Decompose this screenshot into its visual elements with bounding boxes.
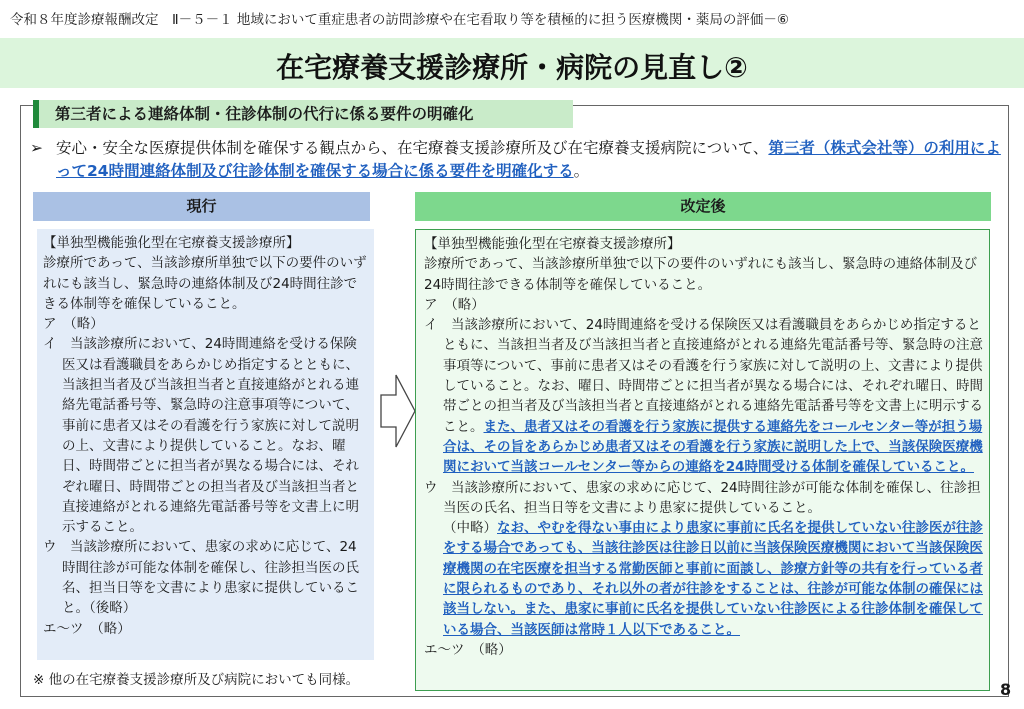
current-line: イ 当該診療所において、24時間連絡を受ける保険医又は看護職員をあらかじめ指定するとともに、当該担当者及び当該担当者と直接連絡がとれる連絡先電話番号等、緊急時の注意事項等について、事前に患者又はその看護を行う家族に対して説明の上、文書により提供していること。なお、曜日、時間帯ごとに担当者が異なる場合には、それぞれ曜日、時間帯ごとの担当者及び当該担当者と直接連絡がとれる連絡先電話番号等を文書上に明示すること。 [43,336,359,536]
revised-line: 【単独型機能強化型在宅療養支援診療所】 [424,236,681,252]
page-number: 8 [1000,680,1012,699]
revised-u-highlight: なお、やむを得ない事由により患家に事前に氏名を提供していない往診医が往診をする場合であっても、当該往診医は往診日以前に当該保険医療機関において当該保険医療機関の在宅医療を担当する常勤医師と事前に面談し、診療方針等の共有を行っている者に限られるものであり、それ以外の者が往診をすることは、往診が可能な体制の確保には該当しない。また、患家に事前に氏名を提供していない往診医による往診体制を確保している場合、当該医師は常時１人以下であること。 [443,520,983,638]
revised-line: エ～ツ （略） [424,641,512,658]
current-line: ウ 当該診療所において、患家の求めに応じて、24時間往診が可能な体制を確保し、往診担当医の氏名、担当日等を文書により患家に提供していること。（後略） [43,539,359,617]
right-arrow-icon [380,373,416,449]
lead-text: 安心・安全な医療提供体制を確保する観点から、在宅療養支援診療所及び在宅療養支援病院について、 [56,139,769,157]
current-line: 診療所であって、当該診療所単独で以下の要件のいずれにも該当し、緊急時の連絡体制及び24時間往診できる体制等を確保していること。 [43,255,367,312]
breadcrumb: 令和８年度診療報酬改定 Ⅱ－５－１ 地域において重症患者の訪問診療や在宅看取り等を積極的に担う医療機関・薬局の評価－⑥ [10,12,790,28]
lead-highlight: 第三者（株式会社等）の利用によって24時間連絡体制及び往診体制を確保する場合に係る要件を明確化する [56,139,1001,180]
revised-i-text: イ 当該診療所において、24時間連絡を受ける保険医又は看護職員をあらかじめ指定するとともに、当該担当者及び当該担当者と直接連絡がとれる連絡先電話番号等、緊急時の注意事項等について、事前に患者又はその看護を行う家族に対して説明の上、文書により提供していること。なお、曜日、時間帯ごとに担当者が異なる場合には、それぞれ曜日、時間帯ごとの担当者及び当該担当者と直接連絡がとれる連絡先電話番号等を文書上に明示すること。 [424,317,983,435]
revised-item-u [424,478,983,640]
arrow-bullet-icon: ➢ [30,139,43,157]
revised-item-i [424,315,983,477]
revised-heading: 改定後 [415,192,991,221]
current-line: エ～ツ （略） [43,620,131,637]
current-line: ア （略） [43,316,104,333]
revised-u-mid: （中略） [443,520,497,537]
lead-end: 。 [573,162,590,180]
section-subheading: 第三者による連絡体制・往診体制の代行に係る要件の明確化 [33,100,573,128]
current-heading: 現行 [33,192,370,221]
page-title: 在宅療養支援診療所・病院の見直し② [276,51,748,84]
revised-line: 診療所であって、当該診療所単独で以下の要件のいずれにも該当し、緊急時の連絡体制及び24時間往診できる体制等を確保していること。 [424,256,978,293]
current-line: 【単独型機能強化型在宅療養支援診療所】 [43,235,300,251]
revised-line: ア （略） [424,296,485,313]
revised-u-text: ウ 当該診療所において、患家の求めに応じて、24時間往診が可能な体制を確保し、往診担当医の氏名、担当日等を文書により患家に提供していること。 [424,479,981,516]
current-text-box [37,229,374,660]
footnote: ※ 他の在宅療養支援診療所及び病院においても同様。 [33,672,360,688]
revised-text-box [415,229,990,691]
revised-i-highlight: また、患者又はその看護を行う家族に提供する連絡先をコールセンター等が担う場合は、その旨をあらかじめ患者又はその看護を行う家族に説明した上で、当該保険医療機関において当該コールセンター等からの連絡を24時間受ける体制を確保していること。 [443,418,983,476]
lead-text-wrap [56,137,1005,183]
lead-paragraph [30,137,1005,183]
